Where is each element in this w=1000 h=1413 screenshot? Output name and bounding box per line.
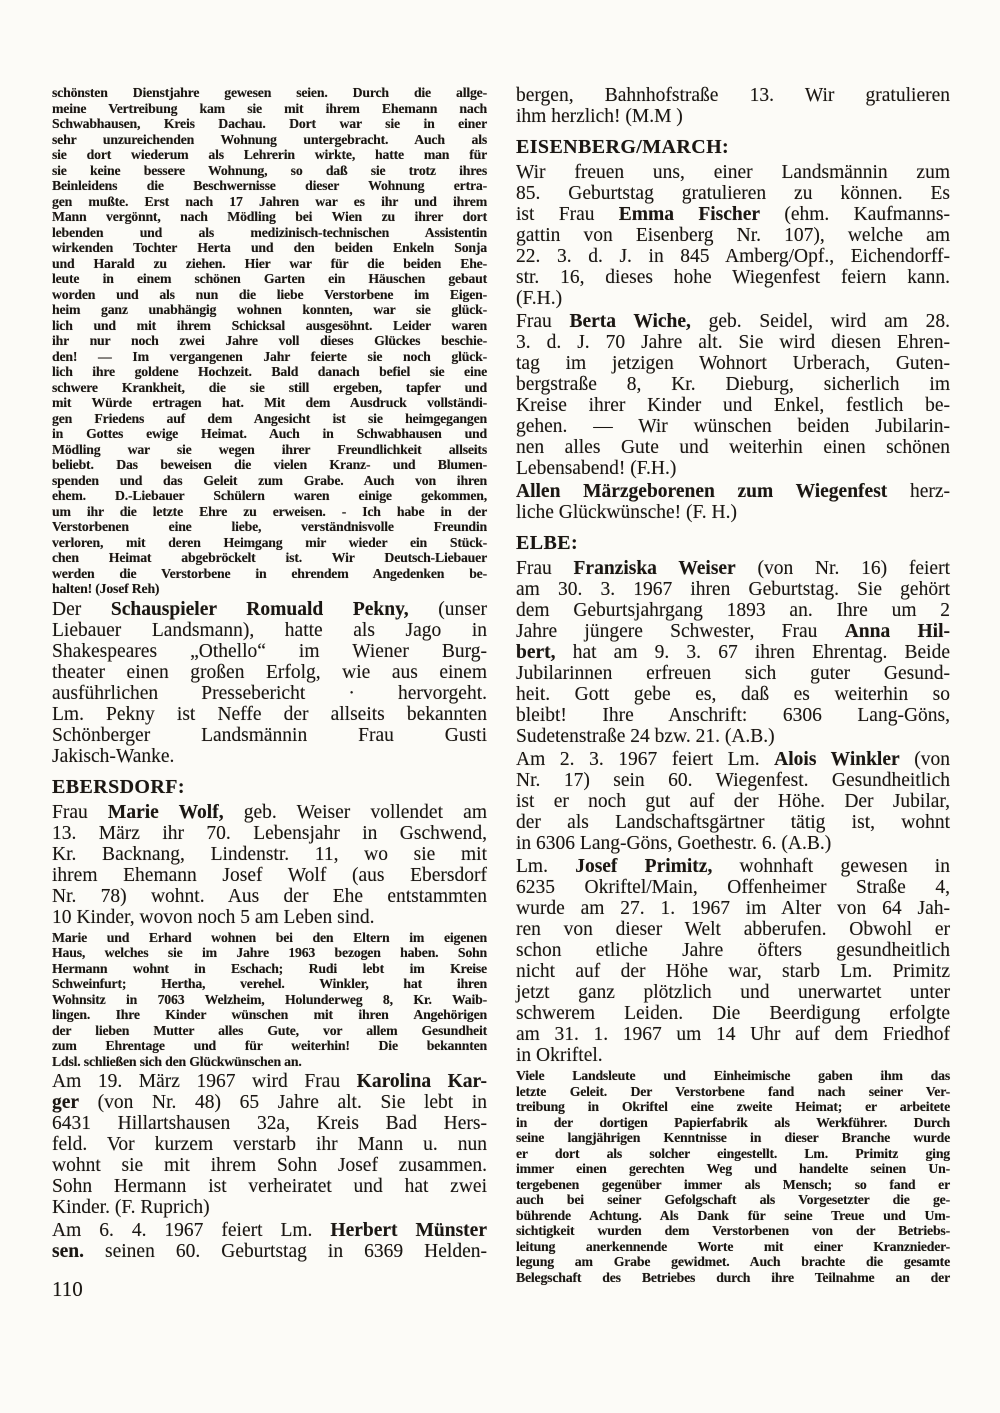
text-line: Frau Franziska Weiser (von Nr. 16) feiert <box>516 558 950 579</box>
text-line: tergebenen gegenüber immer als Mensch; so fand er <box>516 1176 950 1192</box>
text-line: Ldsl. schließen sich den Glückwünschen an. <box>52 1053 302 1069</box>
text-line: Lebensabend! (F.H.) <box>516 458 677 479</box>
text-line: sehr unzureichenden Wohnung untergebracht. Auch als <box>52 131 487 147</box>
text-line: halten! (Josef Reh) <box>52 581 160 596</box>
text-line: Am 6. 4. 1967 feiert Lm. Herbert Münster <box>52 1220 487 1241</box>
text-line: Wohnsitz in 7063 Welzheim, Holunderweg 8, Kr. Waib- <box>52 991 487 1007</box>
text-line: Shakespeares „Othello“ im Wiener Burg- <box>52 640 487 662</box>
paragraph <box>52 930 487 1070</box>
text-line: wurde am 27. 1. 1967 im Alter von 64 Jah- <box>516 898 950 919</box>
section-heading: EBERSDORF: <box>52 775 185 798</box>
text-line: 13. März ihr 70. Lebensjahr in Gschwend, <box>52 822 487 844</box>
text-line: nicht auf der Höhe war, starb Lm. Primitz <box>516 961 950 982</box>
text-line: und Harald zu ziehen. Hier war für die beiden Ehe- <box>52 255 487 271</box>
text-line: Kr. Backnang, Lindenstr. 11, wo sie mit <box>52 843 487 865</box>
text-line: Mödling war sie wegen ihrer Freundlichkeit allseits <box>52 441 487 457</box>
paragraph <box>52 599 487 767</box>
left-column <box>52 85 487 1264</box>
text-line: Allen Märzgeborenen zum Wiegenfest herz- <box>516 481 950 502</box>
text-line: Jubilarinnen erfreuen sich guter Gesund- <box>516 663 950 684</box>
text-line: 22. 3. d. J. in 845 Amberg/Opf., Eichendorff- <box>516 246 950 267</box>
text-line: den! — Im vergangenen Jahr feierte sie noch glück- <box>52 348 487 364</box>
text-line: wohnt sie mit ihrem Sohn Josef zusammen. <box>52 1155 487 1176</box>
text-line: ihrem Ehemann Josef Wolf (aus Ebersdorf <box>52 864 487 886</box>
text-line: Am 19. März 1967 wird Frau Karolina Kar- <box>52 1071 487 1092</box>
text-line: Viele Landsleute und Einheimische gaben ihm das <box>516 1068 950 1083</box>
paragraph <box>52 1071 487 1218</box>
paragraph <box>516 749 950 854</box>
text-line: worden und als nun die liebe Verstorbene im Eigen- <box>52 286 487 302</box>
text-line: beliebt. Das beweisen die vielen Kranz- und Blumen- <box>52 457 487 472</box>
text-line: lich und mit ihrem Schicksal ausgesöhnt. Leider waren <box>52 317 487 333</box>
text-line: Schwabhausen, Kreis Dachau. Dort war sie in einer <box>52 116 487 131</box>
text-line: sie keine bessere Wohnung, so daß sie trotz ihres <box>52 162 487 178</box>
text-line: ren von dieser Welt abberufen. Obwohl er <box>516 919 950 940</box>
text-line: Nr. 17) sein 60. Wiegenfest. Gesundheitlich <box>516 770 950 791</box>
right-column <box>516 85 950 1287</box>
paragraph <box>516 85 950 127</box>
text-line: ihr nur noch zwei Jahre voll dieses Glückes beschie- <box>52 333 487 348</box>
text-line: schwere Krankheit, die sie still ergeben, tapfer und <box>52 379 487 395</box>
text-line: Kreise ihrer Kinder und Enkel, festlich be- <box>516 395 950 416</box>
text-line: auch bei seiner Gefolgschaft als Vorgesetzter die ge- <box>516 1192 950 1207</box>
text-line: gehen. — Wir wünschen beiden Jubilarin- <box>516 416 950 437</box>
text-line: Belegschaft des Betriebes durch ihre Teilnahme an der <box>516 1269 950 1285</box>
text-line: Kinder. (F. Ruprich) <box>52 1197 210 1218</box>
paragraph <box>52 802 487 928</box>
text-line: theater einen großen Erfolg, wie aus einem <box>52 661 487 683</box>
text-line: schwerem Leiden. Die Beerdigung erfolgte <box>516 1003 950 1024</box>
text-line: lebenden und als medizinisch-technischen Assistentin <box>52 224 487 240</box>
text-line: Der Schauspieler Romuald Pekny, (unser <box>52 598 488 620</box>
paragraph <box>516 481 950 523</box>
text-line: 10 Kinder, wovon noch 5 am Leben sind. <box>52 906 375 928</box>
text-line: legung am Grabe gewidmet. Auch brachte die gesamte <box>516 1254 950 1269</box>
text-line: meine Vertreibung kam sie mit ihrem Ehemann nach <box>52 100 487 116</box>
text-line: in Gottes ewige Heimat. Auch in Schwabhausen und <box>52 426 487 441</box>
text-line: Wir freuen uns, einer Landsmännin zum <box>516 162 950 183</box>
text-line: liche Glückwünsche! (F. H.) <box>516 502 738 523</box>
text-line: Frau Marie Wolf, geb. Weiser vollendet am <box>52 801 487 823</box>
text-line: (F.H.) <box>516 288 563 309</box>
text-line: sie dort wiederum als Lehrerin wirkte, hatte man für <box>52 147 487 162</box>
text-line: in 6306 Lang-Göns, Goethestr. 6. (A.B.) <box>516 833 832 854</box>
paragraph <box>516 162 950 309</box>
paragraph <box>52 85 487 597</box>
text-line: 6235 Okriftel/Main, Offenheimer Straße 4, <box>516 877 950 898</box>
text-line: mit Würde ertragen hat. Mit dem Ausdruck vollständi- <box>52 395 487 410</box>
text-line: Hermann wohnt in Eschach; Rudi lebt im Kreise <box>52 960 487 976</box>
text-line: ihm herzlich! (M.M ) <box>516 106 683 127</box>
text-line: Sohn Hermann ist verheiratet und hat zwei <box>52 1176 487 1197</box>
text-line: Verstorbenen eine liebe, verständnisvolle Freundin <box>52 519 487 534</box>
text-line: 85. Geburtstag gratulieren zu können. Es <box>516 183 950 204</box>
text-line: bergen, Bahnhofstraße 13. Wir gratulieren <box>516 85 950 106</box>
text-line: Jahre jüngere Schwester, Frau Anna Hil- <box>516 621 950 642</box>
text-line: seine langjährigen Kenntnisse in dieser Branche wurde <box>516 1130 950 1145</box>
text-line: heim ganz unabhängig wohnen konnten, war sie glück- <box>52 302 487 317</box>
text-line: lingen. Ihre Kinder wünschen mit ihren Angehörigen <box>52 1007 487 1022</box>
text-line: ger (von Nr. 48) 65 Jahre alt. Sie lebt in <box>52 1092 487 1113</box>
text-line: immer einen gerechten Weg und handelte seinen Un- <box>516 1161 950 1176</box>
text-line: Lm. Josef Primitz, wohnhaft gewesen in <box>516 856 950 877</box>
text-line: bührende Achtung. Als Dank für seine Treue und Um- <box>516 1207 950 1223</box>
text-line: Frau Berta Wiche, geb. Seidel, wird am 28. <box>516 311 950 332</box>
text-line: Nr. 78) wohnt. Aus der Ehe entstammten <box>52 885 487 907</box>
text-line: lich ihre goldene Hochzeit. Bald danach befiel sie eine <box>52 364 487 379</box>
text-line: Schönberger Landsmännin Frau Gusti <box>52 724 487 746</box>
text-line: in Okriftel. <box>516 1045 603 1066</box>
text-line: verloren, mit deren Heimgang mir wieder ein Stück- <box>52 534 487 550</box>
text-line: letzte Geleit. Der Verstorbene fand nach seiner Ver- <box>516 1083 950 1099</box>
text-line: Schweinfurt; Hertha, verehel. Winkler, hat ihren <box>52 976 487 991</box>
text-line: heit. Gott gebe es, daß es weiterhin so <box>516 684 950 705</box>
text-line: bergstraße 8, Kr. Dieburg, sicherlich im <box>516 374 950 395</box>
section-heading: EISENBERG/MARCH: <box>516 136 730 158</box>
text-line: schon etliche Jahre öfters gesundheitlich <box>516 940 950 961</box>
text-line: jetzt ganz plötzlich und unerwartet unter <box>516 982 950 1003</box>
text-line: Jakisch-Wanke. <box>52 745 175 767</box>
text-line: feld. Vor kurzem verstarb ihr Mann u. nun <box>52 1134 487 1155</box>
text-line: der lieben Mutter alles Gute, vor allem Gesundheit <box>52 1022 487 1038</box>
paragraph <box>52 1220 487 1262</box>
text-line: in der dortigen Papierfabrik als Werkführer. Durch <box>516 1114 950 1130</box>
paragraph <box>516 558 950 747</box>
text-line: str. 16, dieses hohe Wiegenfest feiern kann. <box>516 267 950 288</box>
text-line: treibung in Okriftel eine zweite Heimat; er arbeitete <box>516 1099 950 1114</box>
text-line: er dort als solcher eingestellt. Lm. Primitz ging <box>516 1145 950 1161</box>
text-line: ist er noch gut auf der Höhe. Der Jubilar, <box>516 791 950 812</box>
text-line: sichtigkeit wurden dem Verstorbenen von der Betriebs- <box>516 1223 950 1238</box>
text-line: sen. seinen 60. Geburtstag in 6369 Helden- <box>52 1241 487 1262</box>
text-line: Sudetenstraße 24 bzw. 21. (A.B.) <box>516 726 775 747</box>
text-line: ausführlichen Pressebericht · hervorgeht. <box>52 682 487 704</box>
text-line: bleibt! Ihre Anschrift: 6306 Lang-Göns, <box>516 705 950 726</box>
text-line: tag im jetzigen Wohnort Urberach, Guten- <box>516 353 950 374</box>
paragraph <box>516 311 950 479</box>
text-line: chen Heimat abgebröckelt ist. Wir Deutsch-Liebauer <box>52 550 487 565</box>
paragraph <box>516 1068 950 1285</box>
text-line: Lm. Pekny ist Neffe der allseits bekannten <box>52 703 487 725</box>
text-line: spenden und das Geleit zum Grabe. Auch von ihren <box>52 472 487 488</box>
paragraph <box>516 856 950 1066</box>
text-line: bert, hat am 9. 3. 67 ihren Ehrentag. Beide <box>516 642 950 663</box>
section-heading: ELBE: <box>516 532 579 554</box>
text-line: Beinleidens die Beschwernisse dieser Wohnung ertra- <box>52 178 487 193</box>
text-line: zum Ehrentage und für weiterhin! Die bekannten <box>52 1038 487 1053</box>
text-line: ehem. D.-Liebauer Schülern waren einige gekommen, <box>52 488 487 503</box>
text-line: Liebauer Landsmann), hatte als Jago in <box>52 619 487 641</box>
text-line: werden die Verstorbene in ehrendem Angedenken be- <box>52 565 487 581</box>
text-line: um ihr die letzte Ehre zu erweisen. - Ich habe in der <box>52 503 487 519</box>
text-line: Mann vergönnt, nach Mödling bei Wien zu ihrer dort <box>52 209 487 224</box>
text-line: Am 2. 3. 1967 feiert Lm. Alois Winkler (von <box>516 749 950 770</box>
text-line: dem Geburtsjahrgang 1893 an. Ihre um 2 <box>516 600 950 621</box>
page-number: 110 <box>52 1277 83 1301</box>
text-line: gen Friedens auf dem Angesicht ist sie heimgegangen <box>52 410 487 426</box>
text-line: 6431 Hillartshausen 32a, Kreis Bad Hers- <box>52 1113 487 1134</box>
text-line: am 31. 1. 1967 um 14 Uhr auf dem Friedhof <box>516 1024 950 1045</box>
text-line: ist Frau Emma Fischer (ehm. Kaufmanns- <box>516 204 950 225</box>
text-line: gen mußte. Erst nach 17 Jahren war es ihr und ihrem <box>52 193 487 209</box>
text-line: Marie und Erhard wohnen bei den Eltern im eigenen <box>52 929 487 945</box>
text-line: 3. d. J. 70 Jahre alt. Sie wird diesen Ehren- <box>516 332 950 353</box>
text-line: leitung anerkennende Worte mit einer Kranznieder- <box>516 1238 950 1254</box>
text-line: gattin von Eisenberg Nr. 107), welche am <box>516 225 950 246</box>
text-line: schönsten Dienstjahre gewesen seien. Durch die allge- <box>52 85 487 100</box>
text-line: leute in einem schönen Garten ein Häuschen gebaut <box>52 271 487 286</box>
text-line: der als Landschaftsgärtner tätig ist, wohnt <box>516 812 950 833</box>
text-line: nen alles Gute und weiterhin einen schönen <box>516 437 950 458</box>
text-line: wirkenden Tochter Herta und den beiden Enkeln Sonja <box>52 240 487 255</box>
text-line: am 30. 3. 1967 ihren Geburtstag. Sie gehört <box>516 579 950 600</box>
text-line: Haus, welches sie im Jahre 1963 bezogen haben. Sohn <box>52 945 487 960</box>
